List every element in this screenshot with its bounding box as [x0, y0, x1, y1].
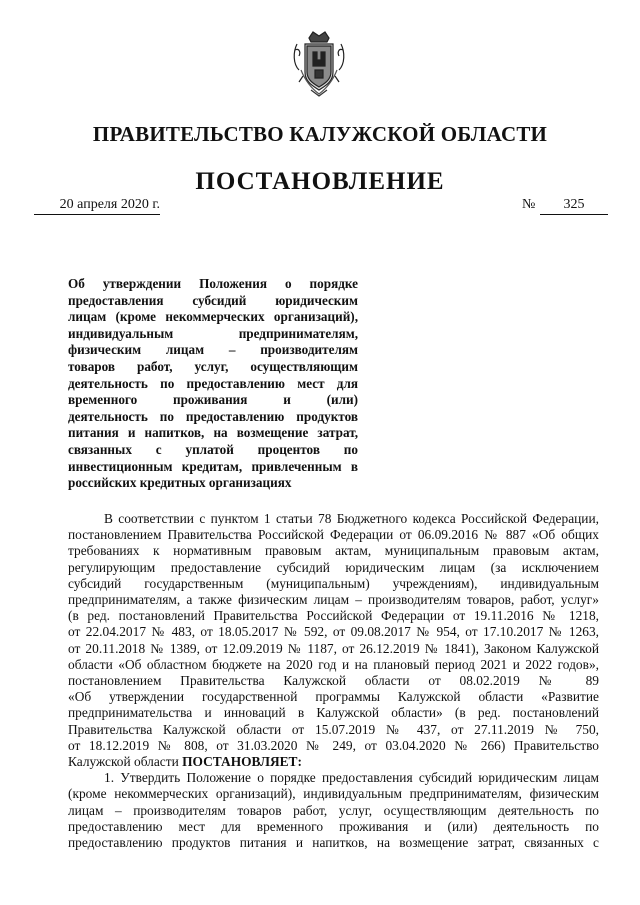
preamble-line: предпринимателям, а также физическим лицам – производителям товаров, работ, услуг» — [68, 592, 599, 608]
document-title — [68, 276, 358, 492]
preamble-line: (в ред. постановлений Правительства Российской Федерации от 19.11.2016 № 1218, — [68, 608, 599, 624]
title-line: лицам (кроме некоммерческих организаций), — [68, 309, 358, 325]
resolves-keyword: ПОСТАНОВЛЯЕТ: — [182, 754, 302, 770]
title-line: физическим лицам – производителям — [68, 342, 358, 358]
document-type: ПОСТАНОВЛЕНИЕ — [195, 168, 445, 195]
title-line: временного проживания и (или) — [68, 392, 358, 408]
number-sign: № — [522, 197, 536, 212]
preamble-line: субсидий государственным (муниципальным) учреждениям), индивидуальным — [68, 575, 599, 591]
title-line: предоставления субсидий юридическим — [68, 292, 358, 308]
preamble-final-text: Калужской области — [68, 754, 183, 770]
preamble-line: постановлением Правительства Калужской области от 08.02.2019 № 89 — [68, 673, 599, 689]
document-number: 325 — [540, 197, 608, 215]
document-date: 20 апреля 2020 г. — [34, 197, 160, 215]
title-line: российских кредитных организациях — [68, 475, 292, 491]
preamble-line: постановлением Правительства Российской Федерации от 06.09.2016 № 887 «Об общих — [68, 527, 599, 543]
document-body — [68, 511, 599, 851]
preamble-line: «Об утверждении государственной программы Калужской области «Развитие — [68, 689, 599, 705]
preamble-line: от 22.04.2017 № 483, от 18.05.2017 № 592, от 09.08.2017 № 954, от 17.10.2017 № 1263, — [68, 624, 599, 640]
title-line: индивидуальным предпринимателям, — [68, 325, 358, 341]
preamble-line: от 20.11.2018 № 1389, от 12.09.2019 № 1187, от 26.12.2019 № 1841), Законом Калужской — [68, 640, 599, 656]
item-1-line: 1. Утвердить Положение о порядке предоставления субсидий юридическим лицам — [104, 770, 599, 786]
item-1-line: (кроме некоммерческих организаций), индивидуальным предпринимателям, физическим — [68, 786, 599, 802]
coat-of-arms-emblem — [291, 30, 347, 98]
title-line: инвестиционным кредитам, привлеченным в — [68, 458, 358, 474]
preamble-final-line — [68, 754, 599, 770]
title-line: питания и напитков, на возмещение затрат, — [68, 425, 358, 441]
preamble-line: требованиях к нормативным правовым актам, муниципальным правовым актам, — [68, 543, 599, 559]
preamble-line: от 18.12.2019 № 808, от 31.03.2020 № 249, от 03.04.2020 № 266) Правительство — [68, 737, 599, 753]
title-line: связанных с уплатой процентов по — [68, 441, 358, 457]
preamble-line: регулирующим предоставление субсидий юридическим лицам (за исключением — [68, 559, 599, 575]
item-1-line: лицам – производителям товаров работ, услуг, осуществляющим деятельность по — [68, 802, 599, 818]
issuing-authority: ПРАВИТЕЛЬСТВО КАЛУЖСКОЙ ОБЛАСТИ — [92, 122, 548, 146]
title-line: деятельность по предоставлению продуктов — [68, 408, 358, 424]
preamble-line: Правительства Калужской области от 15.07.2019 № 437, от 27.11.2019 № 750, — [68, 721, 599, 737]
title-line: товаров работ, услуг, осуществляющим — [68, 358, 358, 374]
title-line: деятельность по предоставлению мест для — [68, 375, 358, 391]
title-line: Об утверждении Положения о порядке — [68, 276, 358, 291]
item-1-line: предоставлению мест для временного проживания и (или) деятельность по — [68, 818, 599, 834]
item-1-line: предоставлению продуктов питания и напитков, на возмещение затрат, связанных с — [68, 835, 599, 851]
preamble-line: предпринимательства и инноваций в Калужской области» (в ред. постановлений — [68, 705, 599, 721]
preamble-line: области «Об областном бюджете на 2020 год и на плановый период 2021 и 2022 годов», — [68, 656, 599, 672]
preamble-line: В соответствии с пунктом 1 статьи 78 Бюджетного кодекса Российской Федерации, — [104, 511, 599, 526]
